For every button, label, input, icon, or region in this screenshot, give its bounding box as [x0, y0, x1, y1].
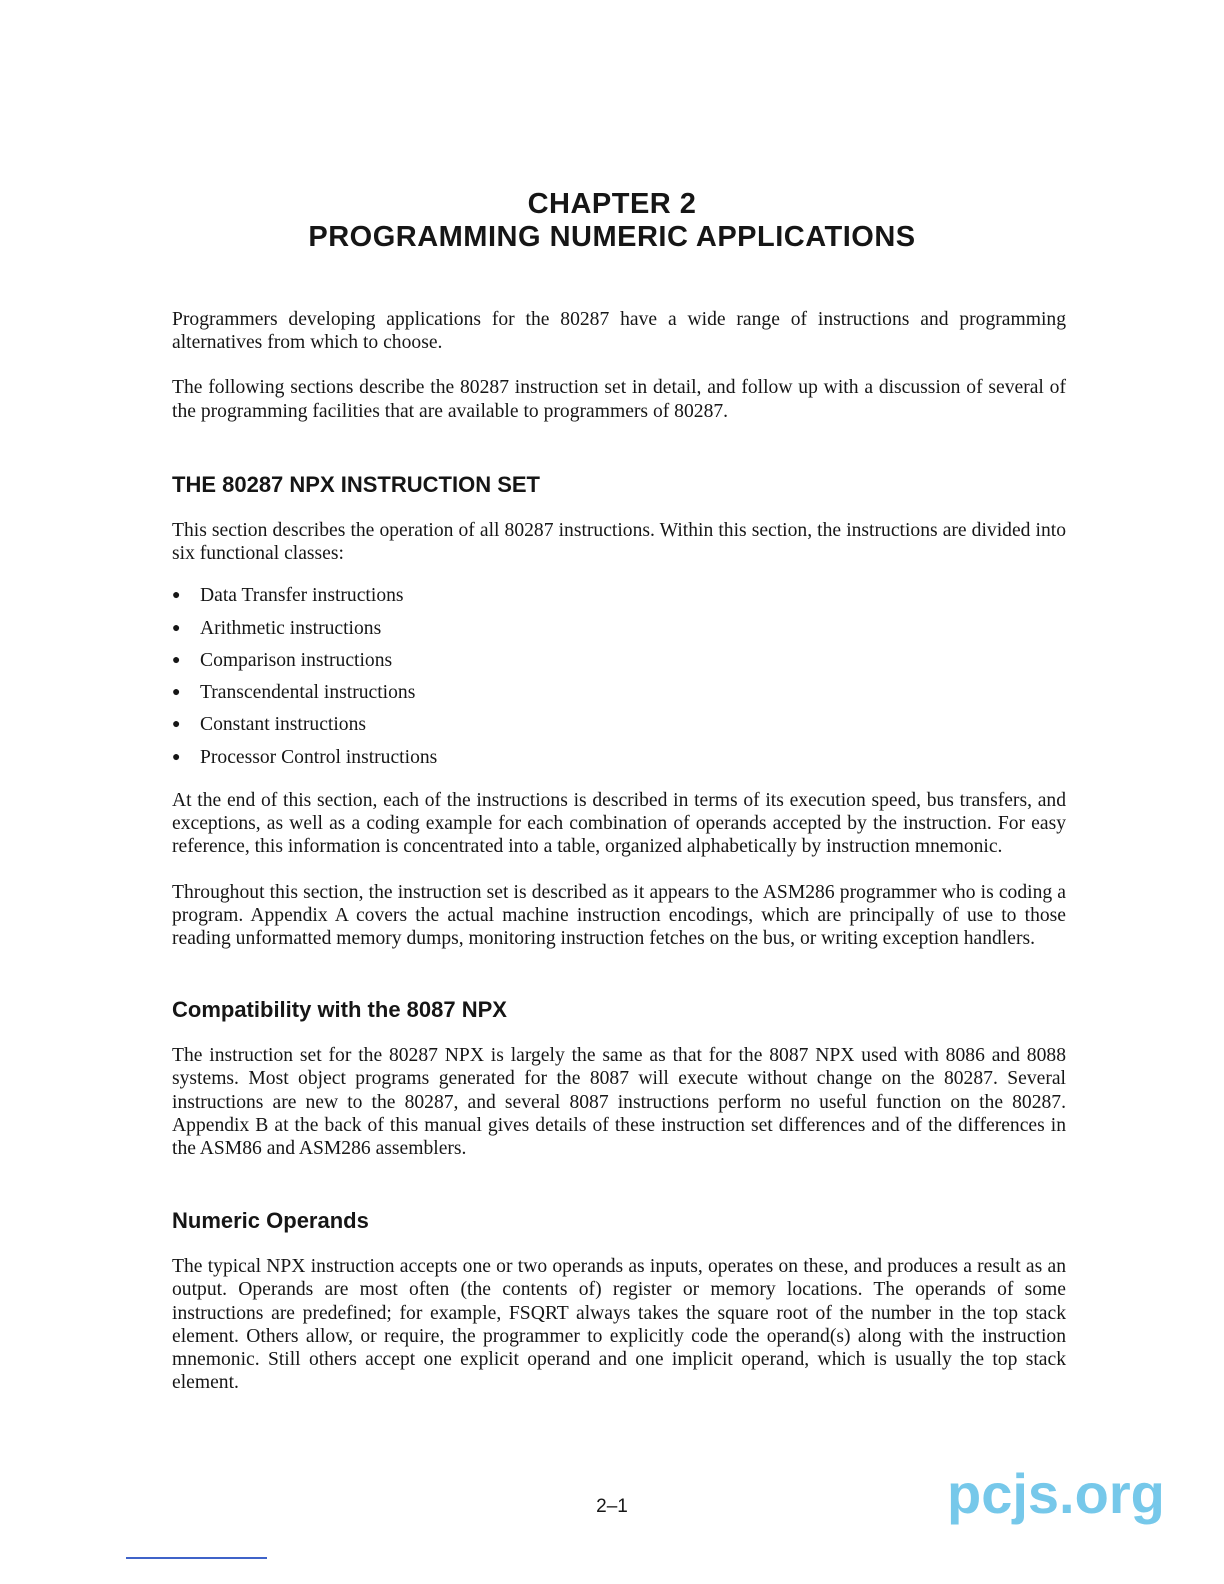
- bottom-divider: [126, 1557, 267, 1559]
- bullet-icon: ●: [172, 717, 181, 733]
- instruction-set-paragraph-3: Throughout this section, the instruction set is described as it appears to the ASM286 programmer who is coding a program. Appendix A covers the actual machine instruction encodings, which are principally of use to those reading unformatted memory dumps, monitoring instruction fetches on the bus, or writing exception handlers.: [172, 881, 1066, 950]
- section-heading-numeric-operands: Numeric Operands: [172, 1208, 369, 1234]
- instruction-set-paragraph-2: At the end of this section, each of the instructions is described in terms of its execution speed, bus transfers, and exceptions, as well as a coding example for each combination of operands accepted by the instruction. For easy reference, this information is concentrated into a table, organized alphabetically by instruction mnemonic.: [172, 790, 1066, 858]
- watermark-logo: pcjs.org: [947, 1462, 1165, 1525]
- bullet-icon: ●: [172, 620, 181, 636]
- compatibility-paragraph: The instruction set for the 80287 NPX is largely the same as that for the 8087 NPX used with 8086 and 8088 systems. Most object programs generated for the 8087 will execute without change on the 80287. Several instructions are new to the 80287, and several 8087 instructions perform no useful function on the 80287. Appendix B at the back of this manual gives details of these instruction set differences and of the differences in the ASM86 and ASM286 assemblers.: [172, 1045, 1066, 1160]
- chapter-heading: [0, 188, 1224, 254]
- list-item: ● Data Transfer instructions: [172, 580, 1066, 612]
- page-number: 2–1: [596, 1496, 628, 1517]
- instruction-class-list: [172, 580, 1066, 774]
- section-heading-instruction-set: THE 80287 NPX INSTRUCTION SET: [172, 471, 540, 497]
- bullet-icon: ●: [172, 652, 181, 668]
- instruction-set-paragraph-1: This section describes the operation of all 80287 instructions. Within this section, the instructions are divided into six functional classes:: [172, 519, 1066, 565]
- list-item: ● Comparison instructions: [172, 645, 1066, 677]
- intro-paragraph-2: The following sections describe the 80287 instruction set in detail, and follow up with a discussion of several of the programming facilities that are available to programmers of 80287.: [172, 377, 1066, 422]
- main-content: [172, 308, 1066, 1394]
- list-item: ● Constant instructions: [172, 709, 1066, 741]
- chapter-title: PROGRAMMING NUMERIC APPLICATIONS: [308, 221, 916, 253]
- list-item: ● Processor Control instructions: [172, 742, 1066, 774]
- bullet-icon: ●: [172, 588, 181, 604]
- numeric-operands-paragraph: The typical NPX instruction accepts one or two operands as inputs, operates on these, and produces a result as an output. Operands are most often (the contents of) register or memory locations. The operands of some instructions are predefined; for example, FSQRT always takes the square root of the number in the top stack element. Others allow, or require, the programmer to explicitly code the operand(s) along with the instruction mnemonic. Still others accept one explicit operand and one implicit operand, which is usually the top stack element.: [172, 1256, 1066, 1394]
- section-heading-compatibility: Compatibility with the 8087 NPX: [172, 997, 507, 1023]
- chapter-number: CHAPTER 2: [527, 188, 697, 220]
- list-item: ● Arithmetic instructions: [172, 613, 1066, 645]
- bullet-icon: ●: [172, 685, 181, 701]
- intro-paragraph-1: Programmers developing applications for the 80287 have a wide range of instructions and programming alternatives from which to choose.: [172, 309, 1066, 354]
- bullet-icon: ●: [172, 749, 181, 765]
- list-item: ● Transcendental instructions: [172, 677, 1066, 709]
